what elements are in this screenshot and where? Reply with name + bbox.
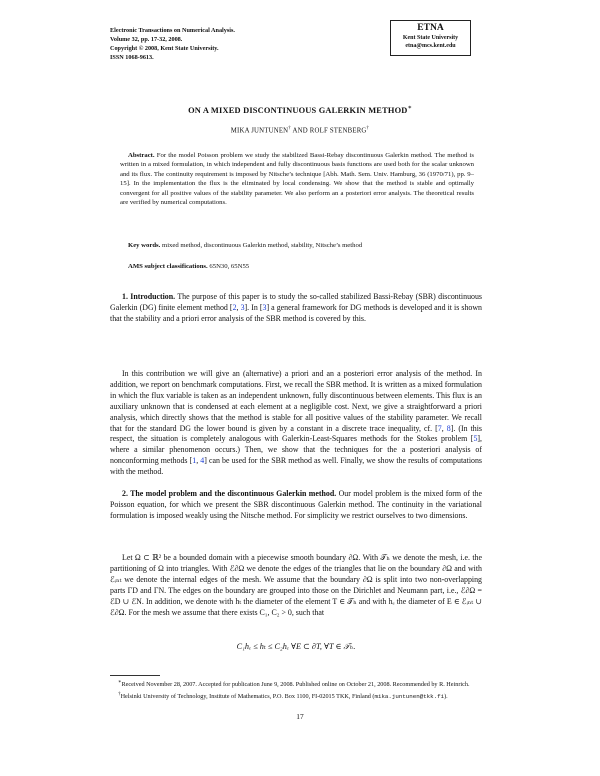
- etna-email: etna@mcs.kent.edu: [405, 43, 456, 49]
- section-2-heading: 2. The model problem and the discontinuous Galerkin method.: [122, 489, 337, 498]
- footnote-1-text: Received November 28, 2007. Accepted for publication June 9, 2008. Published online on October 21, 2008. Recommended by R. Heinrich.: [121, 681, 470, 689]
- citation-link[interactable]: 2: [232, 302, 237, 312]
- author2-footnote-mark[interactable]: †: [366, 126, 370, 131]
- keywords-text: mixed method, discontinuous Galerkin method, stability, Nitsche’s method: [160, 242, 363, 249]
- intro-paragraph-2: In this contribution we will give an (alternative) a priori and an a posteriori error analysis of the method. In addition, we report on benchmark computations. First, we recall the SBR method. It is written as a mixed formulation in which the flux variable is taken as an independent unknown, fully discontinuous between elements. This flux is an auxiliary unknown that is condensed at each element at a negligible cost. Next, we give a straightforward a priori analysis, which directly shows that the method is stable for all positive values of the stability parameter. We recall that for the standard DG the lower bound is given by a constant in a discrete trace inequality, cf. [7, 8]. (In this respect, the situation is completely analogous with Galerkin-Least-Squares methods for the Stokes problem [5], where a similar phenomenon occurs.) Then, we show that the techniques for the a posteriori analysis of nonconforming methods [1, 4] can be used for the SBR method as well. Finally, we show the results of computations with the method.: [110, 369, 482, 477]
- footnote-received: [110, 678, 482, 690]
- citation-link[interactable]: 8: [446, 423, 451, 433]
- abstract: [120, 151, 474, 207]
- etna-university: Kent State University: [402, 35, 459, 41]
- intro-paragraph-1: 1. Introduction. The purpose of this paper is to study the so-called stabilized Bassi-Rebay (SBR) discontinuous Galerkin (DG) finite element method [2, 3]. In [3] a general framework for DG methods is developed and it is shown that the stability and a priori error analysis of the SBR method is covered by this.: [110, 292, 483, 323]
- citation-link[interactable]: 4: [200, 456, 205, 466]
- footnote-1-mark: ∗: [118, 679, 122, 685]
- journal-header: [110, 26, 235, 62]
- citation-link[interactable]: 1: [192, 456, 197, 466]
- ams-label: AMS subject classifications.: [128, 263, 208, 270]
- journal-copyright: Copyright © 2008, Kent State University.: [110, 45, 219, 52]
- author-email[interactable]: mika.juntunen@tkk.fi: [374, 692, 445, 700]
- model-paragraph-2: Let Ω ⊂ ℝ² be a bounded domain with a piecewise smooth boundary ∂Ω. With 𝒯ₕ we denote the mesh, i.e. the partitioning of Ω into triangles. With ℰ∂Ω we denote the edges of the triangles that lie on the boundary ∂Ω and with ℰᵢₙₜ we denote the internal edges of the mesh. We assume that the boundary ∂Ω is split into two non-overlapping parts ΓD and ΓN. The edges on the boundary are grouped into those on the Dirichlet and Neumann part, i.e., ℰ∂Ω = ℰD ∪ ℰN. In addition, we denote with hₜ the diameter of the element T ∈ 𝒯ₕ and with hₑ the diameter of E ∈ ℰᵢₙₜ ∪ ℰ∂Ω. For the mesh we assume that there exists C₁, C₂ > 0, such that: [110, 553, 482, 617]
- page-number: 17: [296, 712, 304, 721]
- keywords: [120, 241, 474, 250]
- abstract-text: For the model Poisson problem we study the stabilized Bassi-Rebay discontinuous Galerkin method. The method is written in a mixed formulation, in which independent and fully discontinuous basis functions are used both for the scalar unknown and its flux. The continuity requirement is imposed by Nitsche’s technique [Abh. Math. Sem. Univ. Hamburg, 36 (1970/71), pp. 9–15]. In the implementation the flux is the eliminated by local condensing. We show that the method is stable and optimally convergent for all positive values of the stability parameter. We also perform an a posteriori error analysis. The theoretical results are verified by numerical computations.: [120, 152, 474, 207]
- abstract-label: Abstract.: [128, 152, 155, 159]
- etna-title: ETNA: [417, 23, 444, 33]
- keywords-label: Key words.: [128, 242, 161, 249]
- citation-link[interactable]: 7: [437, 423, 442, 433]
- title-text: ON A MIXED DISCONTINUOUS GALERKIN METHOD: [188, 105, 408, 115]
- mesh-formula: C₁hₑ ≤ hₜ ≤ C₂hₑ ∀E ⊂ ∂T, ∀T ∈ 𝒯ₕ.: [236, 642, 356, 651]
- author-1: MIKA JUNTUNEN: [230, 127, 289, 135]
- footnote-2-text: Helsinki University of Technology, Institute of Mathematics, P.O. Box 1100, FI-02015 TKK, Finland (: [120, 692, 375, 700]
- author1-footnote-mark[interactable]: †: [288, 126, 291, 131]
- title-footnote-mark[interactable]: ∗: [407, 105, 412, 111]
- citation-link[interactable]: 3: [262, 302, 267, 312]
- footnote-affiliation: †Helsinki University of Technology, Institute of Mathematics, P.O. Box 1100, FI-02015 TKK, Finland (mika.juntunen@tkk.fi).: [118, 690, 448, 700]
- citation-link[interactable]: 5: [473, 434, 478, 444]
- footnotes: [110, 678, 482, 701]
- section-1-heading: 1. Introduction.: [122, 292, 176, 301]
- ams-text: 65N30, 65N55: [207, 263, 250, 270]
- etna-box: [390, 20, 471, 56]
- model-paragraph-1: 2. The model problem and the discontinuous Galerkin method. Our model problem is the mixed form of the Poisson equation, for which we present the SBR discontinuous Galerkin method. The continuity in the variational formulation is imposed weakly using the Nitsche method. For simplicity we restrict ourselves to two dimensions.: [110, 489, 482, 520]
- ams-classifications: [120, 262, 474, 271]
- citation-link[interactable]: 3: [240, 302, 245, 312]
- author-2: AND ROLF STENBERG: [291, 127, 367, 135]
- footnote-2-mark: †: [118, 690, 121, 697]
- paper-title: [0, 104, 600, 115]
- journal-name: Electronic Transactions on Numerical Analysis.: [110, 27, 235, 34]
- journal-issn: ISSN 1068-9613.: [110, 54, 154, 61]
- journal-volume: Volume 32, pp. 17-32, 2008.: [110, 36, 183, 43]
- footnote-rule: [110, 675, 160, 676]
- paper-authors: [0, 126, 600, 134]
